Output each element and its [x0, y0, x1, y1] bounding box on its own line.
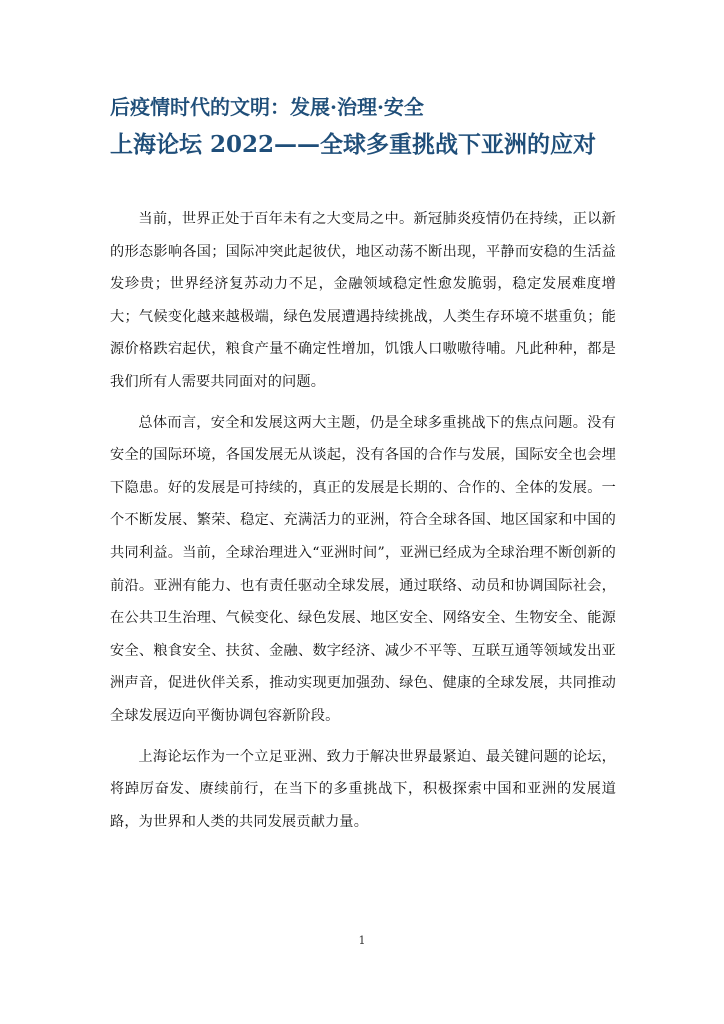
paragraph-1: 当前，世界正处于百年未有之大变局之中。新冠肺炎疫情仍在持续，正以新的形态影响各国；国际冲突此起彼伏，地区动荡不断出现，平静而安稳的生活益发珍贵；世界经济复苏动力不足，金融领域稳定性愈发脆弱，稳定发展难度增大；气候变化越来越极端，绿色发展遭遇持续挑战，人类生存环境不堪重负；能源价格跌宕起伏，粮食产量不确定性增加，饥饿人口嗷嗷待哺。凡此种种，都是我们所有人需要共同面对的问题。 — [110, 211, 616, 390]
paragraph-3: 上海论坛作为一个立足亚洲、致力于解决世界最紧迫、最关键问题的论坛，将踔厉奋发、赓续前行，在当下的多重挑战下，积极探索中国和亚洲的发展道路，为世界和人类的共同发展贡献力量。 — [110, 748, 616, 830]
document-title-line-2: 上海论坛 2022——全球多重挑战下亚洲的应对 — [110, 131, 597, 158]
document-body — [110, 203, 616, 846]
document-title-line-1: 后疫情时代的文明：发展·治理·安全 — [110, 95, 424, 119]
page-number: 1 — [358, 934, 366, 947]
paragraph-2: 总体而言，安全和发展这两大主题，仍是全球多重挑战下的焦点问题。没有安全的国际环境，各国发展无从谈起，没有各国的合作与发展，国际安全也会埋下隐患。好的发展是可持续的，真正的发展是长期的、合作的、全体的发展。一个不断发展、繁荣、稳定、充满活力的亚洲，符合全球各国、地区国家和中国的共同利益。当前，全球治理进入“亚洲时间”，亚洲已经成为全球治理不断创新的前沿。亚洲有能力、也有责任驱动全球发展，通过联络、动员和协调国际社会，在公共卫生治理、气候变化、绿色发展、地区安全、网络安全、生物安全、能源安全、粮食安全、扶贫、金融、数字经济、减少不平等、互联互通等领域发出亚洲声音，促进伙伴关系，推动实现更加强劲、绿色、健康的全球发展，共同推动全球发展迈向平衡协调包容新阶段。 — [110, 414, 616, 724]
